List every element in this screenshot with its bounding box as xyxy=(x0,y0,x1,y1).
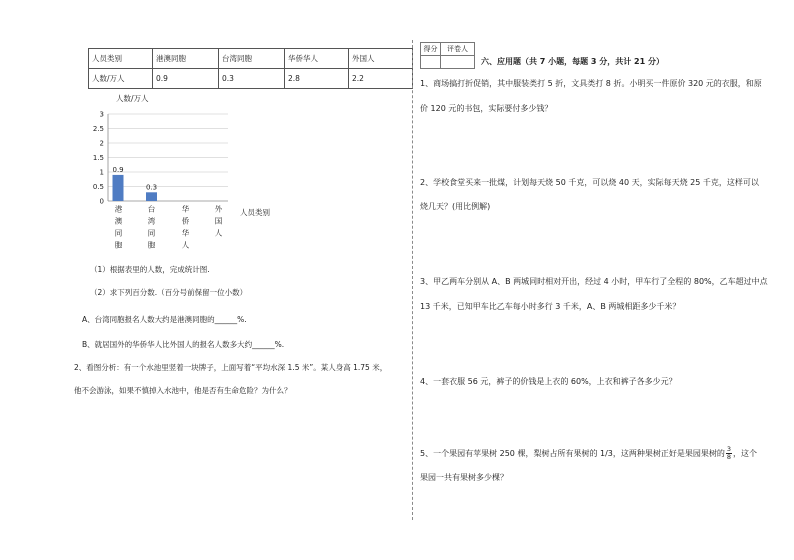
grader-label: 评卷人 xyxy=(441,43,475,56)
question-5-text: 5、一个果园有苹果树 250 棵，梨树占所有果树的 1/3，这两种果树正好是果园果树的 xyxy=(420,449,725,458)
bar-2 xyxy=(146,192,157,201)
table-header-cell: 外国人 xyxy=(349,49,413,69)
table-cell: 2.8 xyxy=(285,69,349,89)
table-row-label: 人数/万人 xyxy=(89,69,153,89)
score-box-blank-row xyxy=(421,56,475,69)
fraction xyxy=(726,446,732,461)
question-2-line: 2、看图分析：有一个水池里竖着一块牌子，上面写着“平均水深 1.5 米”。某人身高 1.75 米， xyxy=(74,363,388,372)
table-header-cell: 台湾同胞 xyxy=(219,49,285,69)
score-box xyxy=(420,42,475,69)
table-header-cell: 人员类别 xyxy=(89,49,153,69)
application-question-3-line: 13 千米，已知甲车比乙车每小时多行 3 千米，A、B 两城相距多少千米？ xyxy=(420,302,681,311)
question-1-part-2-a: A、台湾同胞报名人数大约是港澳同胞的______%. xyxy=(82,315,247,324)
statistics-table xyxy=(88,48,413,89)
table-cell: 0.9 xyxy=(153,69,219,89)
y-tick-label: 3 xyxy=(99,110,104,119)
column-divider xyxy=(412,40,413,520)
table-header-cell: 港澳同胞 xyxy=(153,49,219,69)
bar-value-label: 0.9 xyxy=(112,165,124,174)
bar-1 xyxy=(113,175,124,201)
table-cell: 2.2 xyxy=(349,69,413,89)
chart-category-label: 港澳同胞 xyxy=(114,205,123,253)
application-question-1-line: 价 120 元的书包，实际要付多少钱？ xyxy=(420,104,553,113)
application-question-4-line: 4、一套衣服 56 元，裤子的价钱是上衣的 60%，上衣和裤子各多少元？ xyxy=(420,377,677,386)
table-cell: 0.3 xyxy=(219,69,285,89)
y-tick-label: 0 xyxy=(99,197,104,206)
question-2-line: 他不会游泳，如果不慎掉入水池中，他是否有生命危险？为什么？ xyxy=(74,386,292,395)
chart-category-label: 台湾同胞 xyxy=(147,205,156,253)
table-header-cell: 华侨华人 xyxy=(285,49,349,69)
chart-y-axis-label: 人数/万人 xyxy=(116,94,149,103)
y-tick-label: 2.5 xyxy=(92,125,104,134)
chart-x-axis-label: 人员类别 xyxy=(240,208,270,217)
question-1-part-2-b: B、就居国外的华侨华人比外国人的报名人数多大约______%. xyxy=(82,340,285,349)
score-blank-cell xyxy=(421,56,441,69)
fraction-numerator: 3 xyxy=(726,445,732,453)
application-question-5-line: 果园一共有果树多少棵？ xyxy=(420,473,508,482)
question-1-part-1: （1）根据表里的人数，完成统计图. xyxy=(90,265,210,274)
y-tick-label: 1.5 xyxy=(92,154,104,163)
application-question-5-line xyxy=(420,446,757,461)
grader-blank-cell xyxy=(441,56,475,69)
y-tick-label: 1 xyxy=(99,168,104,177)
question-1-part-2: （2）求下列百分数.（百分号前保留一位小数） xyxy=(90,288,248,297)
y-tick-label: 0.5 xyxy=(92,183,104,192)
application-question-2-line: 2、学校食堂买来一批煤，计划每天烧 50 千克，可以烧 40 天，实际每天烧 25 千克，这样可以 xyxy=(420,178,759,187)
application-question-1-line: 1、商场搞打折促销，其中服装类打 5 折，文具类打 8 折。小明买一件原价 320 元的衣服，和原 xyxy=(420,79,762,88)
application-question-3-line: 3、甲乙两车分别从 A、B 两城同时相对开出，经过 4 小时，甲车行了全程的 80%，乙车超过中点 xyxy=(420,277,768,286)
section-heading: 六、应用题（共 7 小题，每题 3 分，共计 21 分） xyxy=(481,57,664,66)
score-label: 得分 xyxy=(421,43,441,56)
bar-value-label: 0.3 xyxy=(146,183,158,192)
question-5-text: ，这个 xyxy=(733,449,758,458)
chart-category-label: 外国人 xyxy=(214,205,223,241)
application-question-2-line: 烧几天？(用比例解) xyxy=(420,202,491,211)
chart-category-label: 华侨华人 xyxy=(181,205,190,253)
score-box-header xyxy=(421,43,475,56)
y-tick-label: 2 xyxy=(99,139,104,148)
table-row xyxy=(89,69,413,89)
table-header-row xyxy=(89,49,413,69)
fraction-denominator: 8 xyxy=(726,453,732,461)
bar-chart xyxy=(85,88,245,208)
